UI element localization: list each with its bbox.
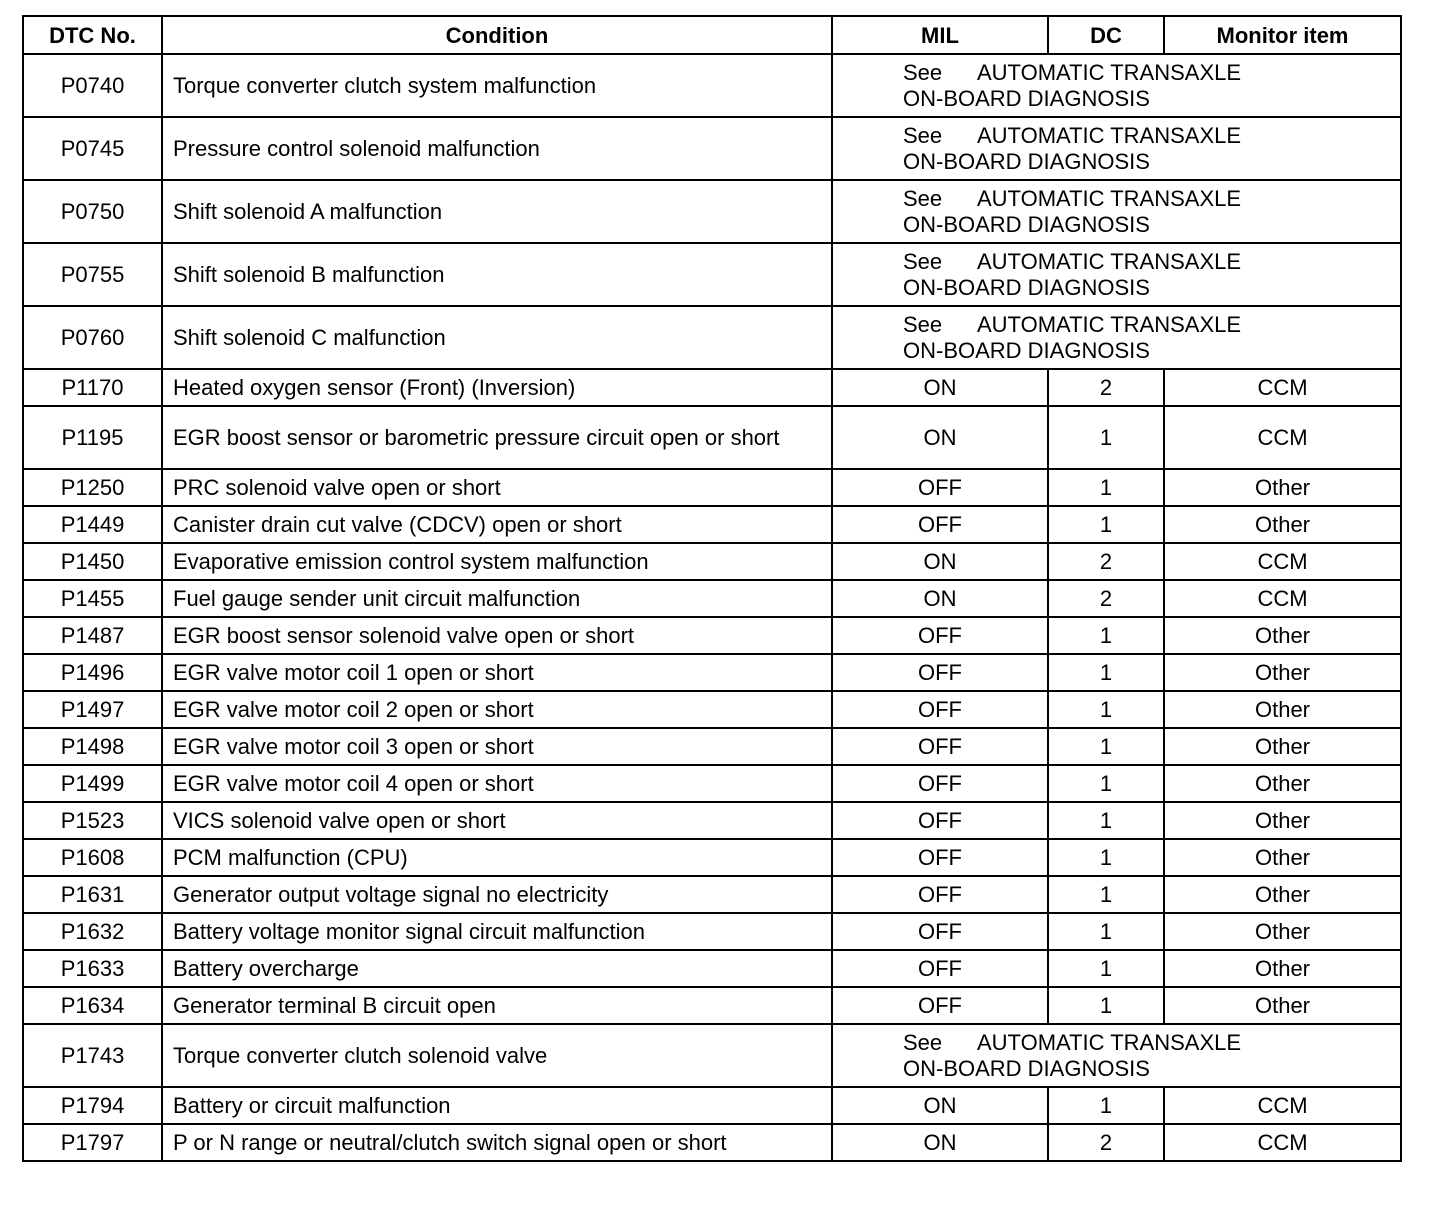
mil-cell: ON [832, 1087, 1048, 1124]
table-body [23, 54, 1401, 1161]
see-reference-cell [832, 180, 1401, 243]
dtc-code-cell: P1631 [23, 876, 162, 913]
condition-cell: Shift solenoid A malfunction [162, 180, 832, 243]
mil-cell: ON [832, 580, 1048, 617]
see-reference-line2: ON-BOARD DIAGNOSIS [903, 85, 1150, 111]
condition-cell: Fuel gauge sender unit circuit malfunction [162, 580, 832, 617]
table-row [23, 506, 1401, 543]
condition-cell: EGR valve motor coil 3 open or short [162, 728, 832, 765]
dtc-code-cell: P1632 [23, 913, 162, 950]
table-row [23, 543, 1401, 580]
dtc-code-cell: P0750 [23, 180, 162, 243]
header-monitor: Monitor item [1164, 16, 1401, 54]
table-row [23, 306, 1401, 369]
condition-cell: P or N range or neutral/clutch switch signal open or short [162, 1124, 832, 1161]
monitor-item-cell: CCM [1164, 580, 1401, 617]
see-reference-cell [832, 1024, 1401, 1087]
table-row [23, 580, 1401, 617]
monitor-item-cell: CCM [1164, 1087, 1401, 1124]
condition-cell: VICS solenoid valve open or short [162, 802, 832, 839]
dc-cell: 2 [1048, 580, 1164, 617]
mil-cell: OFF [832, 765, 1048, 802]
header-dtc: DTC No. [23, 16, 162, 54]
monitor-item-cell: Other [1164, 728, 1401, 765]
condition-cell: PRC solenoid valve open or short [162, 469, 832, 506]
see-label: See [903, 122, 943, 148]
mil-cell: OFF [832, 617, 1048, 654]
table-row [23, 54, 1401, 117]
dtc-code-cell: P1498 [23, 728, 162, 765]
see-reference-line2: ON-BOARD DIAGNOSIS [903, 274, 1150, 300]
dtc-code-cell: P1487 [23, 617, 162, 654]
see-reference-line2: ON-BOARD DIAGNOSIS [903, 148, 1150, 174]
condition-cell: EGR valve motor coil 2 open or short [162, 691, 832, 728]
table-row [23, 839, 1401, 876]
dc-cell: 1 [1048, 617, 1164, 654]
dtc-code-cell: P1633 [23, 950, 162, 987]
mil-cell: ON [832, 406, 1048, 469]
see-reference-cell [832, 117, 1401, 180]
dc-cell: 1 [1048, 802, 1164, 839]
dtc-code-cell: P1797 [23, 1124, 162, 1161]
mil-cell: OFF [832, 728, 1048, 765]
condition-cell: EGR boost sensor solenoid valve open or short [162, 617, 832, 654]
table-row [23, 913, 1401, 950]
dtc-code-cell: P1195 [23, 406, 162, 469]
see-label: See [903, 1029, 943, 1055]
dc-cell: 1 [1048, 987, 1164, 1024]
dc-cell: 1 [1048, 728, 1164, 765]
condition-cell: Battery overcharge [162, 950, 832, 987]
dtc-code-cell: P1523 [23, 802, 162, 839]
see-reference-line1: AUTOMATIC TRANSAXLE [977, 122, 1242, 148]
dc-cell: 1 [1048, 654, 1164, 691]
table-row [23, 876, 1401, 913]
see-reference-cell [832, 243, 1401, 306]
table-row [23, 691, 1401, 728]
condition-cell: EGR valve motor coil 4 open or short [162, 765, 832, 802]
monitor-item-cell: Other [1164, 802, 1401, 839]
dc-cell: 2 [1048, 1124, 1164, 1161]
condition-cell: EGR boost sensor or barometric pressure circuit open or short [162, 406, 832, 469]
table-row [23, 987, 1401, 1024]
condition-cell: Heated oxygen sensor (Front) (Inversion) [162, 369, 832, 406]
dc-cell: 1 [1048, 469, 1164, 506]
dtc-code-cell: P1634 [23, 987, 162, 1024]
table-row [23, 117, 1401, 180]
see-reference-line1: AUTOMATIC TRANSAXLE [977, 59, 1242, 85]
dtc-code-cell: P0740 [23, 54, 162, 117]
dc-cell: 1 [1048, 950, 1164, 987]
see-label: See [903, 248, 943, 274]
dtc-code-cell: P1497 [23, 691, 162, 728]
monitor-item-cell: Other [1164, 469, 1401, 506]
dtc-code-cell: P0745 [23, 117, 162, 180]
header-mil: MIL [832, 16, 1048, 54]
condition-cell: EGR valve motor coil 1 open or short [162, 654, 832, 691]
monitor-item-cell: Other [1164, 876, 1401, 913]
dtc-code-cell: P1499 [23, 765, 162, 802]
see-reference-line2: ON-BOARD DIAGNOSIS [903, 211, 1150, 237]
dc-cell: 1 [1048, 1087, 1164, 1124]
dc-cell: 1 [1048, 765, 1164, 802]
mil-cell: OFF [832, 654, 1048, 691]
monitor-item-cell: CCM [1164, 369, 1401, 406]
table-row [23, 1124, 1401, 1161]
monitor-item-cell: Other [1164, 506, 1401, 543]
see-reference-line1: AUTOMATIC TRANSAXLE [977, 1029, 1242, 1055]
table-row [23, 802, 1401, 839]
dtc-code-cell: P0760 [23, 306, 162, 369]
condition-cell: Evaporative emission control system malfunction [162, 543, 832, 580]
condition-cell: Shift solenoid C malfunction [162, 306, 832, 369]
see-reference-line1: AUTOMATIC TRANSAXLE [977, 311, 1242, 337]
monitor-item-cell: Other [1164, 839, 1401, 876]
dc-cell: 1 [1048, 691, 1164, 728]
condition-cell: Generator output voltage signal no electricity [162, 876, 832, 913]
dtc-code-cell: P1250 [23, 469, 162, 506]
condition-cell: Shift solenoid B malfunction [162, 243, 832, 306]
table-row [23, 1024, 1401, 1087]
dc-cell: 1 [1048, 506, 1164, 543]
dtc-code-cell: P0755 [23, 243, 162, 306]
condition-cell: Torque converter clutch system malfunction [162, 54, 832, 117]
condition-cell: Battery or circuit malfunction [162, 1087, 832, 1124]
table-row [23, 469, 1401, 506]
table-row [23, 617, 1401, 654]
condition-cell: PCM malfunction (CPU) [162, 839, 832, 876]
monitor-item-cell: Other [1164, 654, 1401, 691]
dc-cell: 1 [1048, 406, 1164, 469]
mil-cell: OFF [832, 913, 1048, 950]
mil-cell: OFF [832, 839, 1048, 876]
monitor-item-cell: CCM [1164, 406, 1401, 469]
condition-cell: Canister drain cut valve (CDCV) open or short [162, 506, 832, 543]
header-dc: DC [1048, 16, 1164, 54]
dc-cell: 1 [1048, 839, 1164, 876]
monitor-item-cell: Other [1164, 987, 1401, 1024]
table-row [23, 406, 1401, 469]
monitor-item-cell: Other [1164, 765, 1401, 802]
monitor-item-cell: Other [1164, 617, 1401, 654]
dtc-code-cell: P1449 [23, 506, 162, 543]
dtc-code-cell: P1170 [23, 369, 162, 406]
mil-cell: ON [832, 369, 1048, 406]
dc-cell: 1 [1048, 913, 1164, 950]
dtc-table [22, 15, 1402, 1162]
monitor-item-cell: CCM [1164, 1124, 1401, 1161]
see-reference-cell [832, 306, 1401, 369]
mil-cell: OFF [832, 987, 1048, 1024]
dtc-code-cell: P1608 [23, 839, 162, 876]
condition-cell: Battery voltage monitor signal circuit malfunction [162, 913, 832, 950]
monitor-item-cell: Other [1164, 691, 1401, 728]
dc-cell: 2 [1048, 369, 1164, 406]
dc-cell: 1 [1048, 876, 1164, 913]
dtc-code-cell: P1496 [23, 654, 162, 691]
monitor-item-cell: CCM [1164, 543, 1401, 580]
see-label: See [903, 185, 943, 211]
dtc-code-cell: P1794 [23, 1087, 162, 1124]
table-row [23, 369, 1401, 406]
mil-cell: OFF [832, 469, 1048, 506]
mil-cell: ON [832, 1124, 1048, 1161]
see-reference-cell [832, 54, 1401, 117]
mil-cell: OFF [832, 506, 1048, 543]
dc-cell: 2 [1048, 543, 1164, 580]
see-reference-line1: AUTOMATIC TRANSAXLE [977, 248, 1242, 274]
table-row [23, 950, 1401, 987]
mil-cell: OFF [832, 802, 1048, 839]
condition-cell: Torque converter clutch solenoid valve [162, 1024, 832, 1087]
see-label: See [903, 59, 943, 85]
table-row [23, 243, 1401, 306]
condition-cell: Generator terminal B circuit open [162, 987, 832, 1024]
see-reference-line2: ON-BOARD DIAGNOSIS [903, 337, 1150, 363]
table-row [23, 765, 1401, 802]
table-row [23, 728, 1401, 765]
see-label: See [903, 311, 943, 337]
monitor-item-cell: Other [1164, 950, 1401, 987]
mil-cell: ON [832, 543, 1048, 580]
condition-cell: Pressure control solenoid malfunction [162, 117, 832, 180]
see-reference-line2: ON-BOARD DIAGNOSIS [903, 1055, 1150, 1081]
dtc-code-cell: P1455 [23, 580, 162, 617]
dtc-code-cell: P1450 [23, 543, 162, 580]
mil-cell: OFF [832, 876, 1048, 913]
mil-cell: OFF [832, 950, 1048, 987]
dtc-code-cell: P1743 [23, 1024, 162, 1087]
table-row [23, 1087, 1401, 1124]
see-reference-line1: AUTOMATIC TRANSAXLE [977, 185, 1242, 211]
header-row [23, 16, 1401, 54]
header-condition: Condition [162, 16, 832, 54]
mil-cell: OFF [832, 691, 1048, 728]
table-row [23, 654, 1401, 691]
table-row [23, 180, 1401, 243]
monitor-item-cell: Other [1164, 913, 1401, 950]
